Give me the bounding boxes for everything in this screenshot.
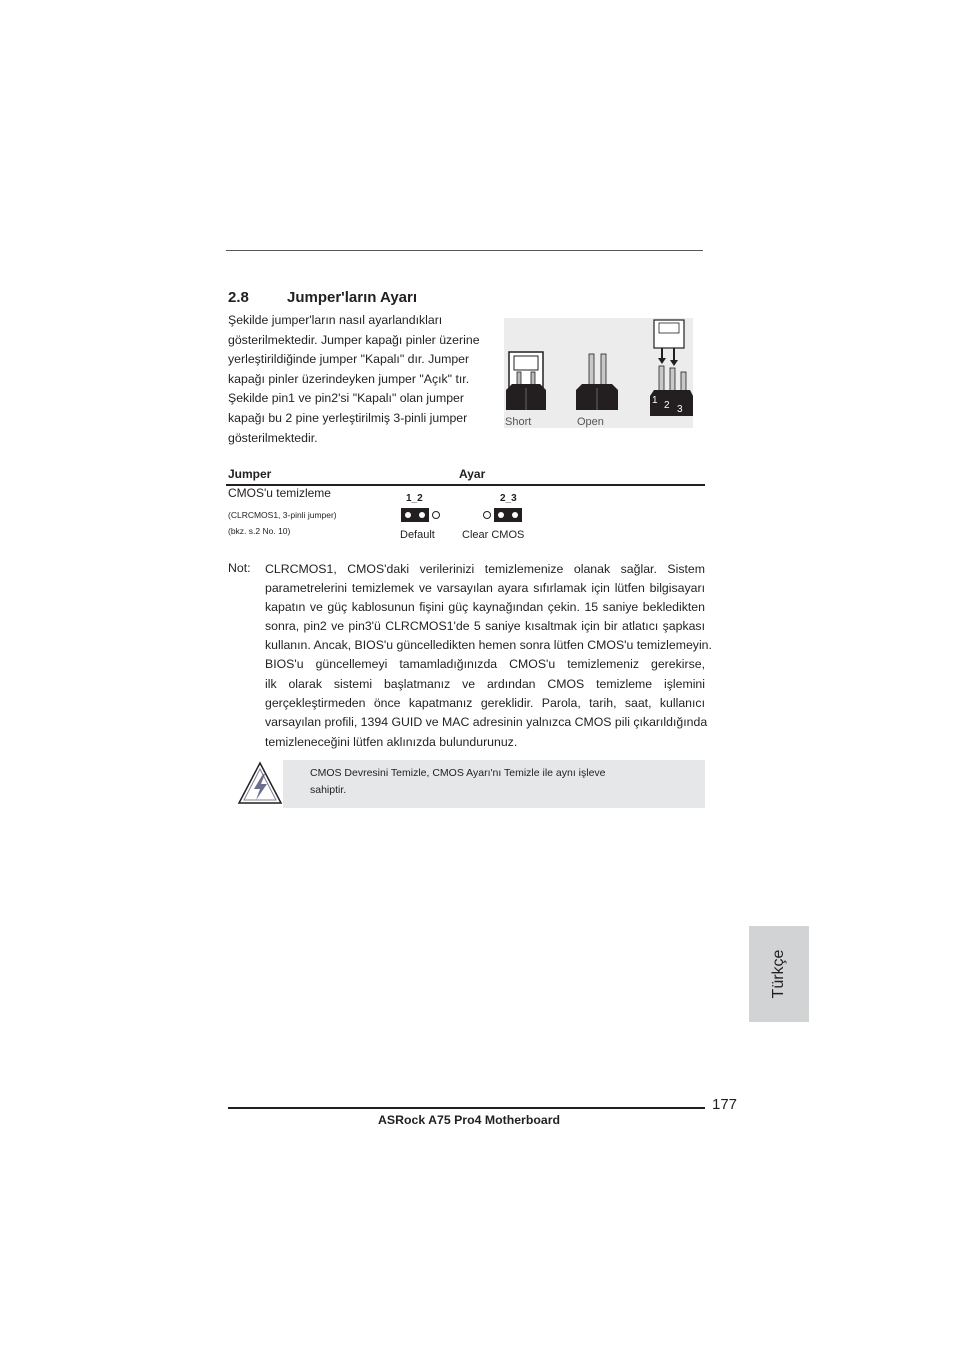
default-caption: Default: [400, 529, 435, 541]
open-jumper-illustration: [576, 354, 618, 410]
jumper-illustration: [504, 318, 693, 428]
pin-3: [429, 508, 443, 522]
clear-cmos-caption: Clear CMOS: [462, 529, 525, 541]
header-rule: [226, 250, 703, 251]
pin-1: [401, 508, 415, 522]
note-line: parametrelerini temizlemek ve varsayılan ayara sıfırlamak için lütfen bilgisayarı: [265, 581, 705, 595]
note-label: Not:: [228, 561, 251, 575]
note-line: gerçekleştirmeden önce kapatmanız gereklidir. Parola, tarih, saat, kullanıcı: [265, 696, 705, 710]
clear-pin-label: 2_3: [500, 493, 517, 504]
warning-text: [310, 765, 606, 798]
pin-number: 2: [664, 400, 670, 411]
intro-line: yerleştirildiğinde jumper "Kapalı" dır. Jumper: [228, 352, 470, 367]
note-line: ilk olarak sistemi başlatmanız ve ardından CMOS temizleme işlemini: [265, 677, 705, 691]
pin-2: [494, 508, 508, 522]
section-title: Jumper'ların Ayarı: [287, 289, 418, 306]
footer-product: ASRock A75 Pro4 Motherboard: [378, 1113, 560, 1127]
section-number: 2.8: [228, 289, 249, 306]
open-label: Open: [577, 416, 604, 428]
note-line: kapatın ve güç kablosunun fişini güç kaynağından çekin. 15 saniye bekledikten: [265, 600, 705, 614]
pin-3: [508, 508, 522, 522]
jumper-diagram: [504, 318, 693, 428]
warning-icon: [237, 760, 283, 806]
note-line: varsayılan profili, 1394 GUID ve MAC adresinin yalnızca CMOS pili çıkarıldığında: [265, 715, 708, 729]
intro-line: kapağı bu 2 pine yerleştirilmiş 3-pinli jumper: [228, 410, 468, 425]
pin-number: 1: [652, 395, 658, 406]
short-jumper-illustration: [506, 352, 546, 410]
pin-2: [415, 508, 429, 522]
note-line: temizleneceğini lütfen aklınızda bulundurunuz.: [265, 735, 518, 749]
pin-number: 3: [677, 404, 683, 415]
note-line: kullanın. Ancak, BIOS'u güncelledikten hemen sonra lütfen CMOS'u temizlemeyin.: [265, 638, 712, 652]
jumper-id: (CLRCMOS1, 3-pinli jumper): [228, 510, 337, 520]
warning-line: sahiptir.: [310, 783, 347, 796]
warning-line: CMOS Devresini Temizle, CMOS Ayarı'nı Temizle ile aynı işleve: [310, 767, 606, 779]
note-line: BIOS'u güncellemeyi tamamladığınızda CMOS'u temizlemeniz gerekirse,: [265, 657, 705, 671]
note-line: CLRCMOS1, CMOS'daki verilerinizi temizlemenize olanak sağlar. Sistem: [265, 562, 705, 576]
language-label: Türkçe: [770, 949, 787, 999]
note-line: sonra, pin2 ve pin3'ü CLRCMOS1'de 5 saniye kısaltmak için bir atlatıcı şapkası: [265, 619, 705, 633]
table-header-jumper: Jumper: [228, 467, 272, 481]
default-pin-header: [401, 508, 443, 522]
jumper-reference: (bkz. s.2 No. 10): [228, 526, 291, 536]
intro-line: kapağı pinler üzerindeyken jumper "Açık" tır.: [228, 371, 470, 386]
intro-line: Şekilde pin1 ve pin2'si "Kapalı" olan jumper: [228, 391, 464, 406]
pin-1: [480, 508, 494, 522]
language-tab: [749, 926, 809, 1022]
short-label: Short: [505, 416, 532, 428]
table-header-ayar: Ayar: [459, 467, 486, 481]
intro-line: gösterilmektedir.: [228, 430, 318, 445]
page-number: 177: [712, 1096, 738, 1113]
clear-pin-header: [480, 508, 522, 522]
intro-paragraph: [228, 311, 498, 448]
default-pin-label: 1_2: [406, 493, 423, 504]
intro-line: Şekilde jumper'ların nasıl ayarlandıkları: [228, 313, 443, 327]
jumper-name: CMOS'u temizleme: [228, 486, 331, 500]
intro-line: gösterilmektedir. Jumper kapağı pinler üzerine: [228, 332, 480, 347]
footer-rule: [228, 1107, 705, 1109]
